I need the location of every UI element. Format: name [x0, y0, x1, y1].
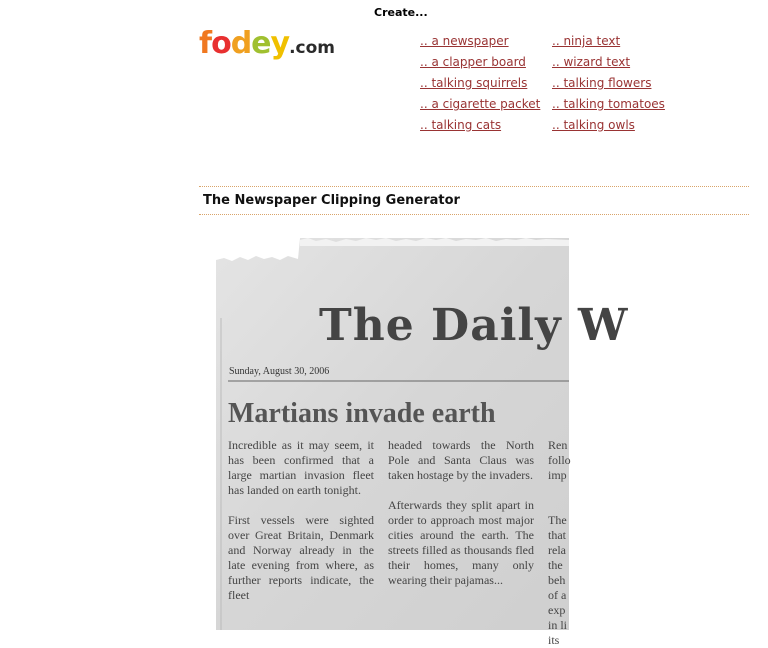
fragment: its — [548, 633, 560, 647]
article-paragraph: First vessels were sighted over Great Britain, Denmark and Norway already in the late evening from where, as further reports indicate, the fleet — [228, 513, 374, 602]
logo-suffix: .com — [289, 38, 336, 58]
fragment: The — [548, 513, 567, 527]
nav-column-1 — [420, 31, 540, 136]
newspaper-clipping — [216, 238, 629, 647]
article-paragraph: Incredible as it may seem, it has been confirmed that a large martian invasion fleet has landed on earth tonight. — [228, 438, 374, 497]
article-paragraph: Afterwards they split apart in order to approach most major cities around the earth. The streets filled as thousands fled their homes, many only wearing their pajamas... — [388, 498, 534, 587]
fragment: the — [548, 558, 563, 572]
fragment: Ren — [548, 438, 568, 452]
article-column-1 — [228, 438, 374, 618]
fragment: that — [548, 528, 566, 542]
nav-link-talking-owls[interactable]: .. talking owls — [552, 118, 635, 132]
fragment: beh — [548, 573, 566, 587]
article-column-2 — [388, 438, 534, 603]
nav-link-talking-squirrels[interactable]: .. talking squirrels — [420, 76, 528, 90]
page-title: The Newspaper Clipping Generator — [203, 193, 460, 208]
nav-link-talking-flowers[interactable]: .. talking flowers — [552, 76, 652, 90]
masthead: The Daily W — [319, 300, 629, 351]
clipping-headline: Martians invade earth — [228, 398, 496, 429]
nav-link-clapper-board[interactable]: .. a clapper board — [420, 55, 526, 69]
divider-bottom — [199, 214, 749, 215]
fragment: exp — [548, 603, 566, 617]
nav-link-talking-tomatoes[interactable]: .. talking tomatoes — [552, 97, 665, 111]
divider-top — [199, 186, 749, 187]
clipping-date: Sunday, August 30, 2006 — [229, 366, 330, 377]
nav-link-cigarette-packet[interactable]: .. a cigarette packet — [420, 97, 541, 111]
article-column-3 — [548, 438, 628, 648]
fragment: in li — [548, 618, 568, 632]
nav-link-newspaper[interactable]: .. a newspaper — [420, 34, 509, 48]
nav-column-2 — [552, 31, 665, 136]
create-label: Create... — [374, 6, 428, 19]
fragment: of a — [548, 588, 567, 602]
fragment: imp — [548, 468, 567, 482]
nav-link-talking-cats[interactable]: .. talking cats — [420, 118, 502, 132]
article-paragraph: headed towards the North Pole and Santa Claus was taken hostage by the invaders. — [388, 438, 534, 482]
fodey-logo[interactable]: fodey.com — [199, 26, 336, 61]
fragment: rela — [548, 543, 566, 557]
nav-link-wizard-text[interactable]: .. wizard text — [552, 55, 631, 69]
nav-link-ninja-text[interactable]: .. ninja text — [552, 34, 621, 48]
fragment: follo — [548, 453, 571, 467]
